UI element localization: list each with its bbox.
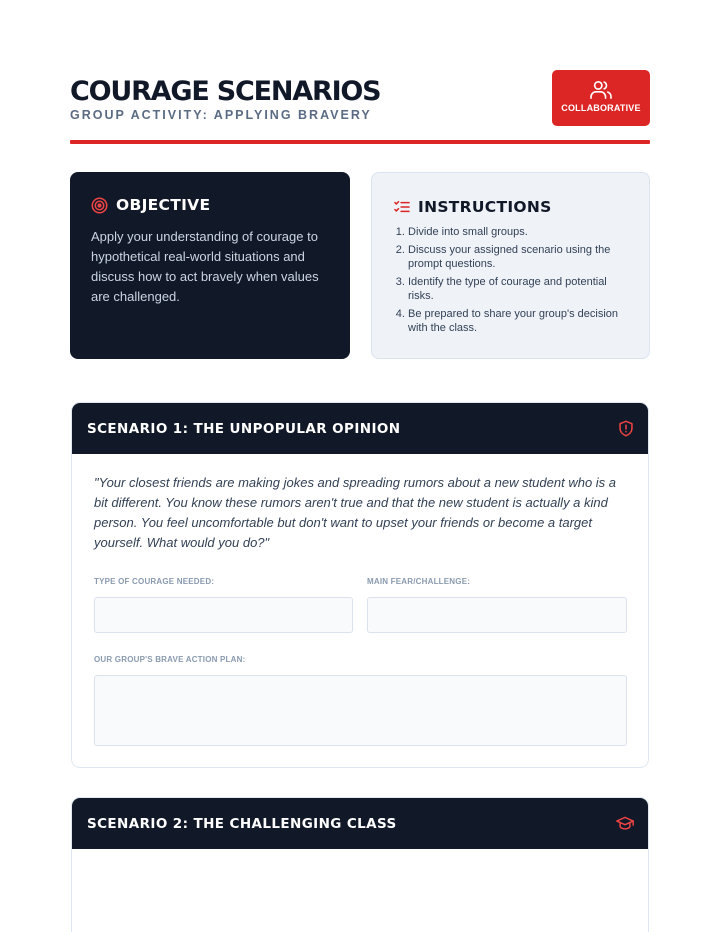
scenario-1-quote: "Your closest friends are making jokes and spreading rumors about a new student who is a bit different. You know these rumors aren't true and that the new student is actually a kind person. You feel uncomfortable but don't want to upset your friends or become a target yourself. What would you do?" (94, 475, 617, 550)
page-header (70, 72, 650, 132)
main-fear-field[interactable] (367, 597, 627, 633)
shield-alert-icon (618, 420, 634, 437)
instruction-item: 3. Identify the type of courage and potential risks. (408, 275, 627, 303)
instruction-item: 4. Be prepared to share your group's decision with the class. (408, 307, 627, 335)
target-icon (91, 197, 108, 214)
courage-type-label: TYPE OF COURAGE NEEDED: (94, 577, 215, 586)
instruction-item: 1. Divide into small groups. (408, 225, 627, 239)
scenario-1-title: SCENARIO 1: THE UNPOPULAR OPINION (87, 420, 401, 437)
scenario-1-card (71, 402, 649, 768)
objective-card (70, 172, 350, 359)
collaborative-badge (552, 70, 650, 126)
scenario-2-title: SCENARIO 2: THE CHALLENGING CLASS (87, 815, 397, 832)
scenario-1-header (72, 403, 648, 454)
page-subtitle: GROUP ACTIVITY: APPLYING BRAVERY (70, 108, 372, 122)
checklist-icon (394, 200, 410, 214)
action-plan-field[interactable] (94, 675, 627, 746)
badge-label: COLLABORATIVE (561, 103, 641, 113)
page-title: COURAGE SCENARIOS (70, 76, 381, 107)
instruction-item: 2. Discuss your assigned scenario using the prompt questions. (408, 243, 627, 271)
instructions-title: INSTRUCTIONS (418, 198, 552, 216)
courage-type-field[interactable] (94, 597, 353, 633)
graduation-cap-icon (616, 816, 634, 831)
users-icon (590, 80, 612, 100)
objective-title: OBJECTIVE (116, 196, 211, 214)
objective-text: Apply your understanding of courage to hypothetical real-world situations and discuss how to act bravely when values are challenged. (91, 229, 319, 304)
scenario-2-card (71, 797, 649, 932)
scenario-2-header (72, 798, 648, 849)
instructions-list (394, 225, 627, 335)
action-plan-label: OUR GROUP'S BRAVE ACTION PLAN: (94, 655, 246, 664)
main-fear-label: MAIN FEAR/CHALLENGE: (367, 577, 471, 586)
instructions-card (371, 172, 650, 359)
header-divider (70, 140, 650, 144)
